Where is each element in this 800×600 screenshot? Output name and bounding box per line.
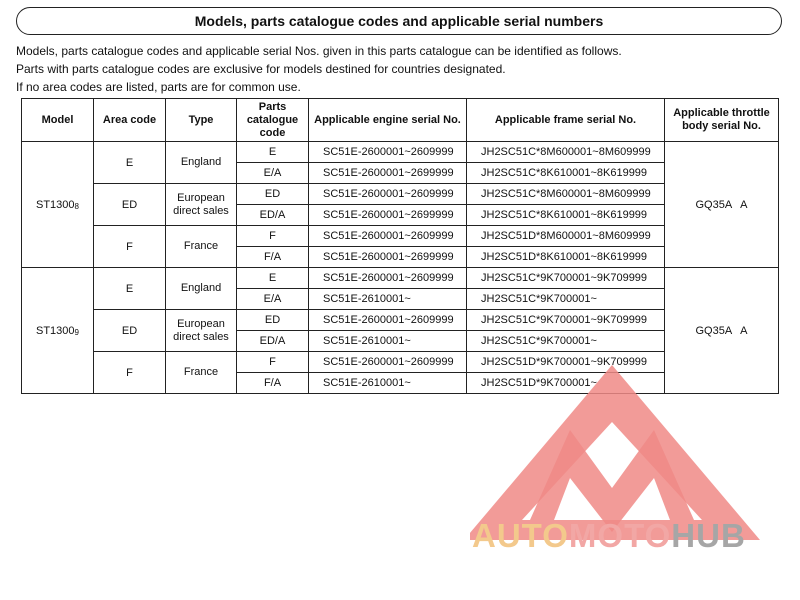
cell-frame-serial: JH2SC51D*8M600001~8M609999 <box>467 226 665 247</box>
cell-frame-serial: JH2SC51C*8M600001~8M609999 <box>467 142 665 163</box>
cell-frame-serial: JH2SC51C*8K610001~8K619999 <box>467 163 665 184</box>
intro-line-1: Models, parts catalogue codes and applicable serial Nos. given in this parts catalogue can be identified as follows. <box>16 44 622 58</box>
cell-parts-code: ED <box>237 184 309 205</box>
cell-parts-code: ED <box>237 310 309 331</box>
model-name: ST1300 <box>36 324 75 337</box>
cell-area-code: ED <box>94 310 166 352</box>
cell-frame-serial: JH2SC51C*8K610001~8K619999 <box>467 205 665 226</box>
model-year-suffix: 9 <box>74 327 79 337</box>
cell-parts-code: ED/A <box>237 331 309 352</box>
cell-area-code: E <box>94 142 166 184</box>
cell-type: England <box>166 268 237 310</box>
page-title: Models, parts catalogue codes and applicable serial numbers <box>194 13 604 29</box>
cell-frame-serial: JH2SC51D*9K700001~ <box>467 373 665 394</box>
header-parts-code: Parts catalogue code <box>237 99 309 142</box>
cell-type: England <box>166 142 237 184</box>
watermark-moto: MOTO <box>568 517 672 554</box>
cell-engine-serial: SC51E-2610001~ <box>309 373 467 394</box>
cell-frame-serial: JH2SC51D*8K610001~8K619999 <box>467 247 665 268</box>
model-name: ST1300 <box>36 198 75 211</box>
cell-engine-serial: SC51E-2600001~2609999 <box>309 268 467 289</box>
cell-type: European direct sales <box>166 310 237 352</box>
cell-engine-serial: SC51E-2600001~2609999 <box>309 184 467 205</box>
cell-engine-serial: SC51E-2610001~ <box>309 289 467 310</box>
table-row <box>22 142 779 163</box>
cell-engine-serial: SC51E-2600001~2609999 <box>309 142 467 163</box>
cell-engine-serial: SC51E-2600001~2699999 <box>309 163 467 184</box>
cell-frame-serial: JH2SC51D*9K700001~9K709999 <box>467 352 665 373</box>
header-model: Model <box>22 99 94 142</box>
header-type: Type <box>166 99 237 142</box>
intro-line-3: If no area codes are listed, parts are for common use. <box>16 80 301 94</box>
cell-area-code: F <box>94 352 166 394</box>
cell-parts-code: ED/A <box>237 205 309 226</box>
cell-parts-code: F <box>237 352 309 373</box>
cell-area-code: ED <box>94 184 166 226</box>
cell-frame-serial: JH2SC51C*9K700001~ <box>467 331 665 352</box>
header-throttle-serial: Applicable throttle body serial No. <box>665 99 779 142</box>
cell-throttle-serial: GQ35A A <box>665 268 779 394</box>
intro-text <box>16 42 786 96</box>
cell-parts-code: E <box>237 142 309 163</box>
cell-parts-code: E <box>237 268 309 289</box>
table-row <box>22 268 779 289</box>
watermark-auto: AUTO <box>472 517 569 554</box>
table-header-row <box>22 99 779 142</box>
cell-frame-serial: JH2SC51C*9K700001~9K709999 <box>467 310 665 331</box>
cell-type: France <box>166 352 237 394</box>
watermark-hub: HUB <box>671 517 746 554</box>
cell-engine-serial: SC51E-2600001~2699999 <box>309 205 467 226</box>
cell-frame-serial: JH2SC51C*9K700001~ <box>467 289 665 310</box>
header-frame-serial: Applicable frame serial No. <box>467 99 665 142</box>
cell-engine-serial: SC51E-2600001~2609999 <box>309 352 467 373</box>
cell-parts-code: F/A <box>237 373 309 394</box>
header-engine-serial: Applicable engine serial No. <box>309 99 467 142</box>
cell-engine-serial: SC51E-2600001~2609999 <box>309 226 467 247</box>
cell-frame-serial: JH2SC51C*8M600001~8M609999 <box>467 184 665 205</box>
table-body <box>22 142 779 394</box>
cell-throttle-serial: GQ35A A <box>665 142 779 268</box>
cell-parts-code: E/A <box>237 163 309 184</box>
cell-parts-code: F/A <box>237 247 309 268</box>
cell-type: European direct sales <box>166 184 237 226</box>
cell-model <box>22 142 94 268</box>
model-year-suffix: 8 <box>74 201 79 211</box>
cell-model <box>22 268 94 394</box>
cell-engine-serial: SC51E-2600001~2699999 <box>309 247 467 268</box>
intro-line-2: Parts with parts catalogue codes are exclusive for models destined for countries designated. <box>16 62 506 76</box>
cell-parts-code: F <box>237 226 309 247</box>
cell-area-code: F <box>94 226 166 268</box>
cell-frame-serial: JH2SC51C*9K700001~9K709999 <box>467 268 665 289</box>
cell-engine-serial: SC51E-2610001~ <box>309 331 467 352</box>
cell-area-code: E <box>94 268 166 310</box>
cell-engine-serial: SC51E-2600001~2609999 <box>309 310 467 331</box>
header-area-code: Area code <box>94 99 166 142</box>
cell-type: France <box>166 226 237 268</box>
page-title-box <box>16 7 782 35</box>
watermark-text <box>472 517 746 555</box>
cell-parts-code: E/A <box>237 289 309 310</box>
catalogue-table <box>21 98 779 394</box>
